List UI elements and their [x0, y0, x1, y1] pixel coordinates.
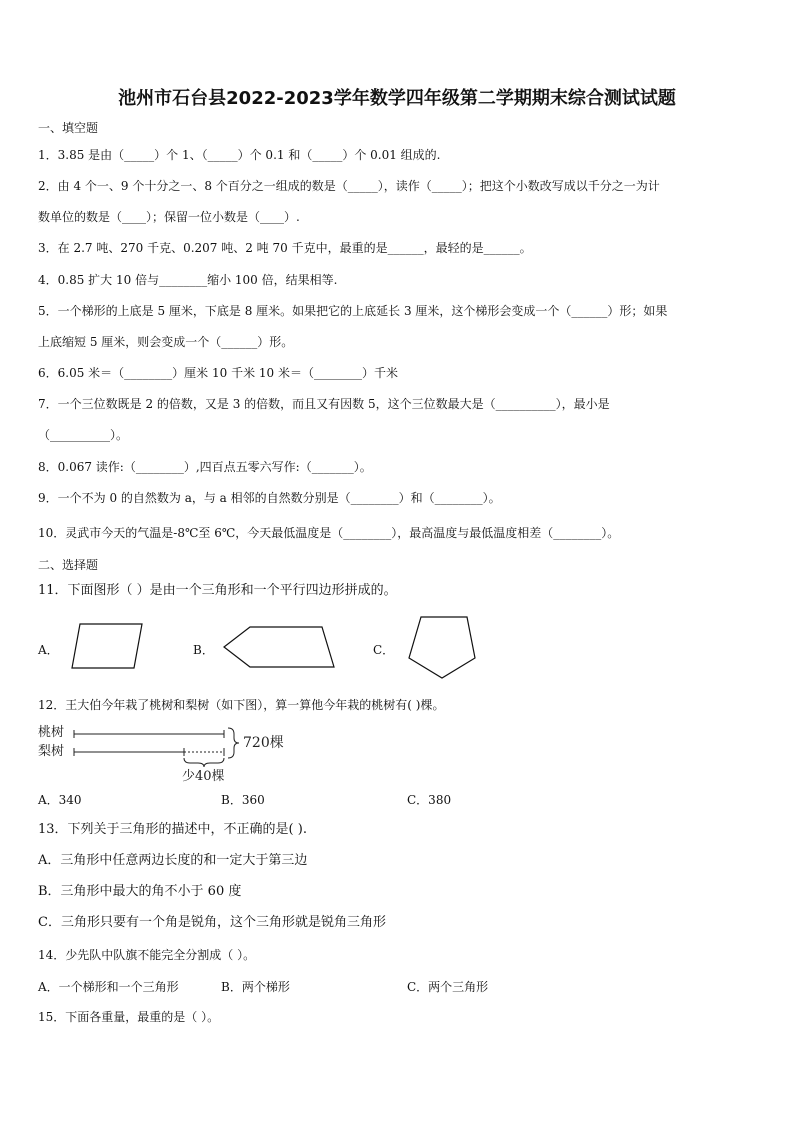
question-11: 11．下面图形（ ）是由一个三角形和一个平行四边形拼成的。: [38, 583, 397, 598]
pear-tree-label: 梨树: [38, 744, 65, 759]
section-heading-choice: 二、选择题: [38, 558, 99, 572]
tree-count-diagram: [38, 722, 298, 784]
q13-option-b: B．三角形中最大的角不小于 60 度: [38, 884, 242, 899]
question-3: 3．在 2.7 吨、270 千克、0.207 吨、2 吨 70 千克中，最重的是______，最轻的是______。: [38, 241, 532, 255]
composite-shape-figure: [224, 626, 336, 668]
difference-brace: [184, 758, 224, 767]
q11-option-c-label: C．: [373, 643, 395, 657]
pentagon-figure: [407, 614, 477, 680]
question-7-line-1: 7．一个三位数既是 2 的倍数，又是 3 的倍数，而且又有因数 5，这个三位数最大是（__________），最小是: [38, 397, 610, 411]
q13-option-a: A．三角形中任意两边长度的和一定大于第三边: [38, 853, 308, 868]
q13-option-c: C．三角形只要有一个角是锐角，这个三角形就是锐角三角形: [38, 915, 386, 930]
question-8: 8．0.067 读作:（________）,四百点五零六写作:（_______）。: [38, 460, 372, 474]
section-heading-fill: 一、填空题: [38, 121, 99, 135]
parallelogram-figure: [72, 622, 144, 670]
question-9: 9．一个不为 0 的自然数为 a，与 a 相邻的自然数分别是（________）和（________）。: [38, 491, 501, 505]
page-title: 池州市石台县2022-2023学年数学四年级第二学期期末综合测试试题: [118, 88, 676, 109]
question-5-line-1: 5．一个梯形的上底是 5 厘米，下底是 8 厘米。如果把它的上底延长 3 厘米，这个梯形会变成一个（______）形；如果: [38, 304, 668, 318]
q12-option-a: A．340: [38, 793, 82, 807]
total-label: 720棵: [243, 735, 284, 751]
question-13: 13．下列关于三角形的描述中，不正确的是( ).: [38, 822, 307, 837]
peach-tree-label: 桃树: [38, 725, 65, 740]
question-7-line-2: （__________）。: [38, 428, 129, 442]
question-5-line-2: 上底缩短 5 厘米，则会变成一个（______）形。: [38, 335, 294, 349]
total-brace: [228, 728, 239, 758]
question-12: 12．王大伯今年栽了桃树和梨树（如下图），算一算他今年栽的桃树有( )棵。: [38, 698, 445, 712]
question-14: 14．少先队中队旗不能完全分割成（ ）。: [38, 948, 256, 962]
question-10: 10．灵武市今天的气温是-8℃至 6℃，今天最低温度是（________），最高温度与最低温度相差（________）。: [38, 526, 620, 540]
q14-option-a: A．一个梯形和一个三角形: [38, 980, 179, 994]
q14-option-b: B．两个梯形: [221, 980, 290, 994]
q12-option-c: C．380: [407, 793, 452, 807]
question-2-line-1: 2．由 4 个一、9 个十分之一、8 个百分之一组成的数是（_____），读作（_____）；把这个小数改写成以千分之一为计: [38, 179, 660, 193]
question-15: 15．下面各重量，最重的是（ ）。: [38, 1010, 220, 1024]
q11-option-b-label: B．: [193, 643, 214, 657]
q12-option-b: B．360: [221, 793, 265, 807]
question-2-line-2: 数单位的数是（____）；保留一位小数是（____）.: [38, 210, 300, 224]
difference-label: 少40棵: [182, 769, 225, 784]
question-1: 1．3.85 是由（_____）个 1、（_____）个 0.1 和（_____）个 0.01 组成的.: [38, 148, 441, 162]
question-4: 4．0.85 扩大 10 倍与________缩小 100 倍，结果相等.: [38, 273, 338, 287]
q11-option-a-label: A．: [38, 643, 59, 657]
q14-option-c: C．两个三角形: [407, 980, 489, 994]
question-6: 6．6.05 米＝（________）厘米 10 千米 10 米＝（________）千米: [38, 366, 398, 380]
